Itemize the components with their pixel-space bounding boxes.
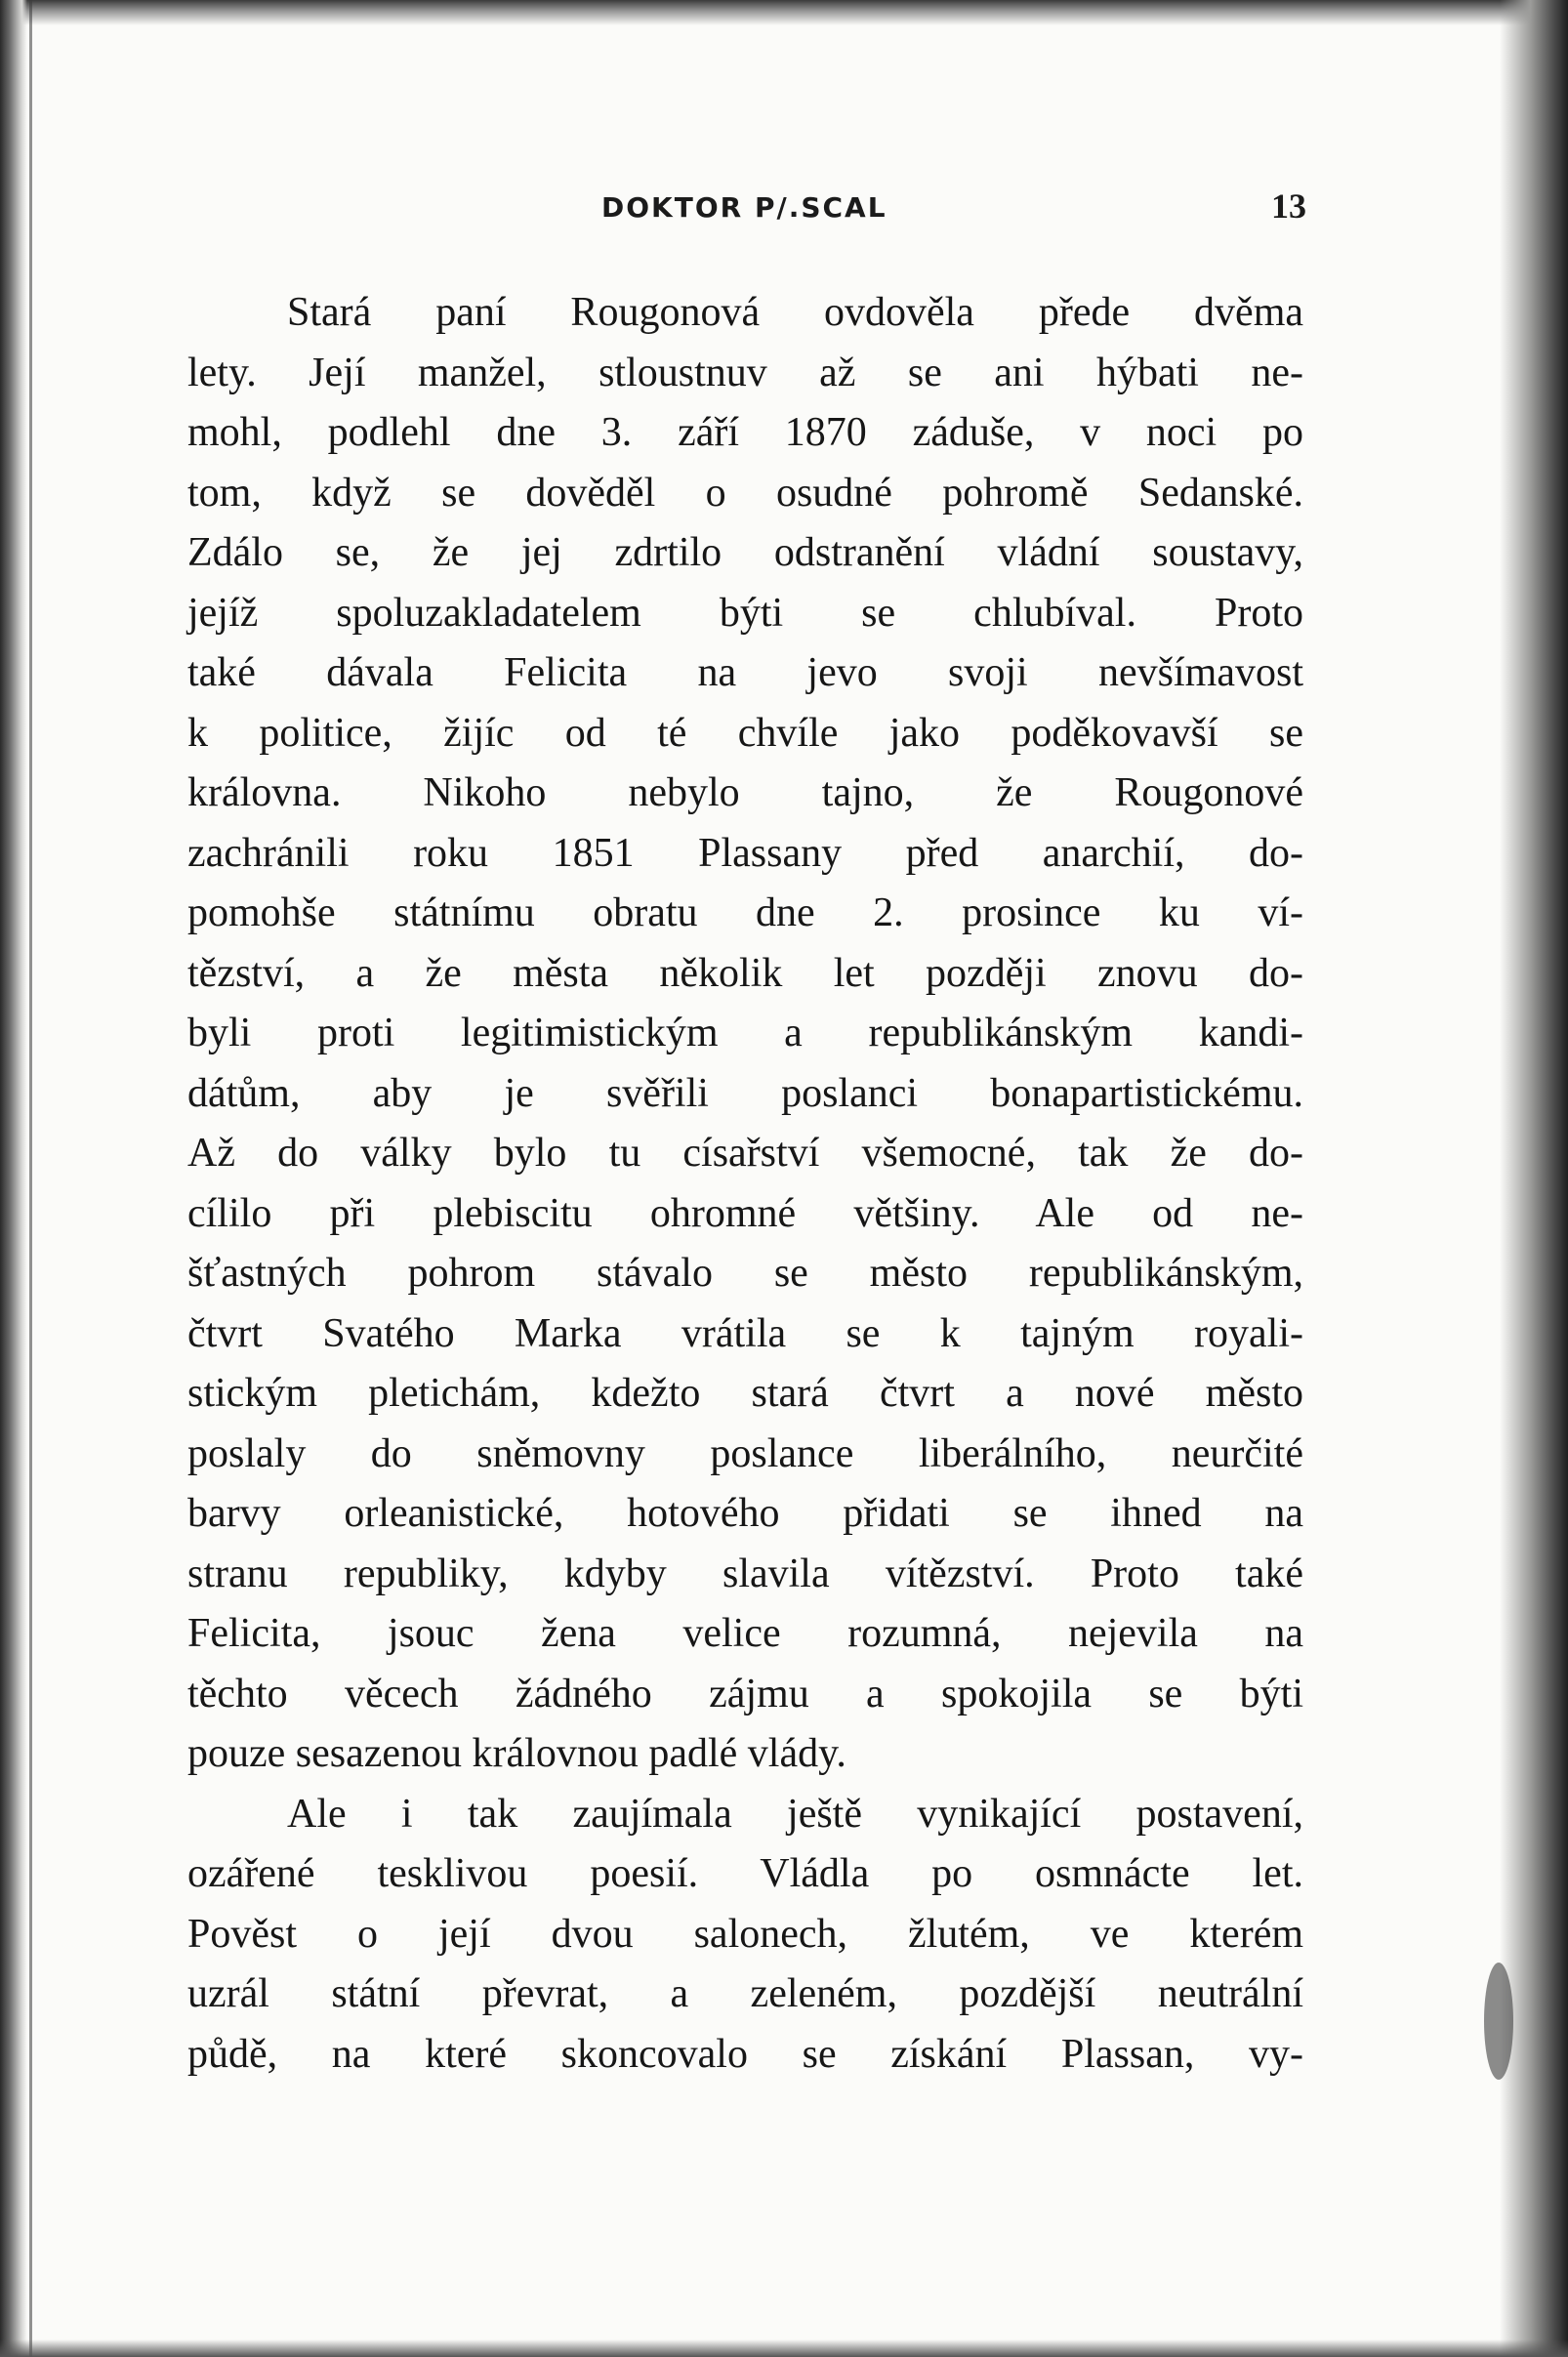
text-line: Zdálo se, že jej zdrtilo odstranění vládní soustavy, [187,530,1303,575]
text-line: tom, když se dověděl o osudné pohromě Sedanské. [187,470,1303,516]
text-line: k politice, žijíc od té chvíle jako poděkovavší se [187,710,1303,756]
text-line: lety. Její manžel, stloustnuv až se ani hýbati ne- [187,350,1303,395]
text-line: byli proti legitimistickým a republikánským kandi- [187,1011,1303,1055]
text-line: Stará paní Rougonová ovdověla přede dvěma [287,290,1303,335]
text-line: Pověst o její dvou salonech, žlutém, ve kterém [187,1911,1303,1957]
text-line: zachránili roku 1851 Plassany před anarchií, do- [187,830,1303,876]
running-head: DOKTOR P/.SCAL [601,191,887,224]
text-line: královna. Nikoho nebylo tajno, že Rougonové [187,770,1303,815]
text-line: šťastných pohrom stávalo se město republikánským, [187,1251,1303,1296]
body-text [187,283,1303,2085]
text-line: Felicita, jsouc žena velice rozumná, nejevila na [187,1611,1303,1656]
ink-blot [1484,1963,1513,2080]
text-line: barvy orleanistické, hotového přidati se ihned na [187,1491,1303,1536]
text-line: stranu republiky, kdyby slavila vítězství. Proto také [187,1551,1303,1596]
binding-edge-line [29,0,32,2357]
text-line: mohl, podlehl dne 3. září 1870 záduše, v noci po [187,410,1303,455]
text-line: Až do války bylo tu císařství všemocné, tak že do- [187,1131,1303,1176]
text-line: poslaly do sněmovny poslance liberálního, neurčité [187,1430,1303,1476]
text-line: čtvrt Svatého Marka vrátila se k tajným royali- [187,1310,1303,1356]
text-line: jejíž spoluzakladatelem býti se chlubíval. Proto [187,590,1303,636]
page-number: 13 [1271,186,1306,226]
page-bottom-shadow [0,2339,1568,2357]
text-line: stickým pletichám, kdežto stará čtvrt a nové město [187,1371,1303,1416]
text-line: uzrál státní převrat, a zeleném, pozdější neutrální [187,1971,1303,2016]
text-line: také dávala Felicita na jevo svoji nevšímavost [187,650,1303,695]
binding-shadow [0,0,27,2357]
text-line: Ale i tak zaujímala ještě vynikající postavení, [287,1791,1303,1837]
text-line: pouze sesazenou královnou padlé vlády. [187,1731,846,1776]
page-top-shadow [0,0,1568,25]
text-line: pomohše státnímu obratu dne 2. prosince ku ví- [187,890,1303,935]
text-line: těchto věcech žádného zájmu a spokojila se býti [187,1671,1303,1716]
text-line: dátům, aby je svěřili poslanci bonapartistickému. [187,1070,1303,1116]
text-line: půdě, na které skoncovalo se získání Plassan, vy- [187,2031,1303,2077]
text-line: ozářené tesklivou poesií. Vládla po osmnácte let. [187,1851,1303,1896]
text-line: tězství, a že města několik let později znovu do- [187,950,1303,996]
text-line: cílilo při plebiscitu ohromné většiny. Ale od ne- [187,1190,1303,1236]
